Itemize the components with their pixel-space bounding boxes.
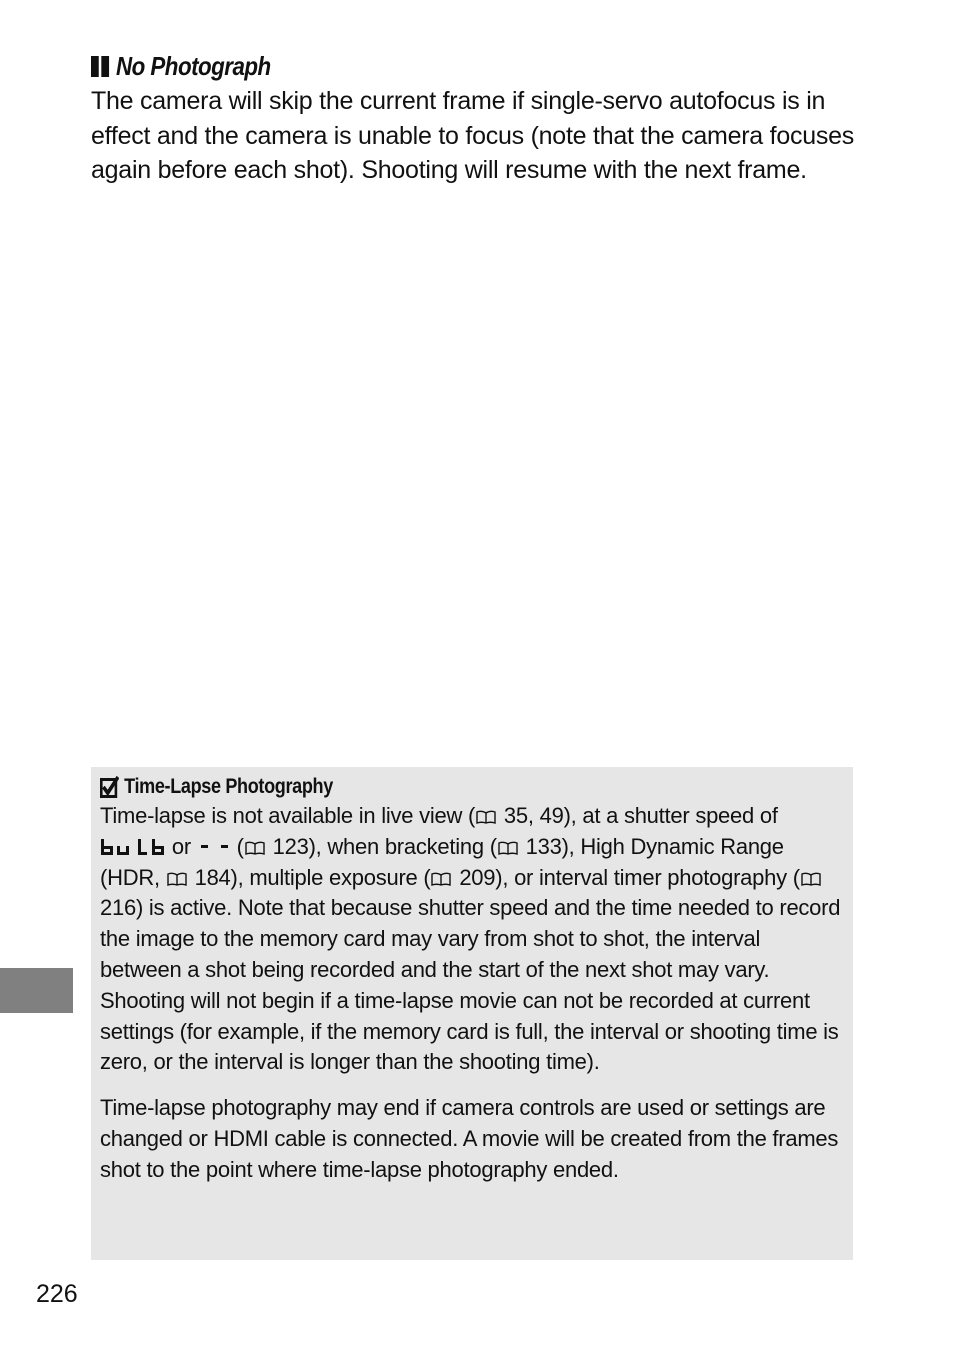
book-icon	[801, 872, 821, 886]
section-heading	[91, 48, 753, 84]
no-photograph-section	[91, 48, 861, 188]
chapter-tab	[0, 968, 73, 1013]
note-paragraph-2: Time-lapse photography may end if camera controls are used or settings are changed or HDMI cable is connected. A movie will be created from the frames shot to the point where time-lapse photography ended.	[100, 1095, 839, 1182]
section-heading-text: No Photograph	[115, 51, 271, 81]
note-heading-text: Time-Lapse Photography	[124, 775, 333, 798]
note-text: 209), or interval timer photography (	[453, 864, 800, 890]
time-lapse-note	[91, 767, 853, 1260]
note-text: (	[230, 833, 244, 859]
page-number: 226	[36, 1280, 78, 1308]
book-icon	[167, 872, 187, 886]
dashes-lcd-icon	[199, 837, 231, 857]
note-text: 216) is active. Note that because shutter speed and the time needed to record the image to the memory card may vary from shot to shot, the interval between a shot being recorded and the start of the next shot may vary. Shooting will not begin if a time-lapse movie can not be recorded at current settings (for example, if the memory card is full, the interval or shooting time is zero, or the interval is longer than the shooting time).	[100, 895, 841, 1075]
note-text: 35, 49), at a shutter speed of	[498, 803, 778, 828]
book-icon	[498, 841, 518, 855]
book-icon	[245, 841, 265, 855]
note-text: 133), High Dynamic Range (HDR,	[100, 833, 784, 890]
book-icon	[431, 872, 451, 886]
section-body: The camera will skip the current frame if single-servo autofocus is in effect and the camera is unable to focus (note that the camera focuses again before each shot). Shooting will resume with the next frame.	[91, 87, 855, 185]
book-icon	[476, 810, 496, 824]
bulb-lcd-icon	[100, 837, 166, 857]
note-text: 123), when bracketing (	[266, 833, 497, 859]
double-bar-icon	[91, 56, 109, 77]
note-text: or	[166, 833, 197, 859]
note-text: 184), multiple exposure (	[188, 864, 431, 890]
note-text: Time-lapse is not available in live view (	[100, 803, 476, 828]
check-mark-icon	[100, 776, 119, 798]
note-heading	[100, 773, 739, 801]
note-paragraph-1	[100, 801, 843, 1078]
